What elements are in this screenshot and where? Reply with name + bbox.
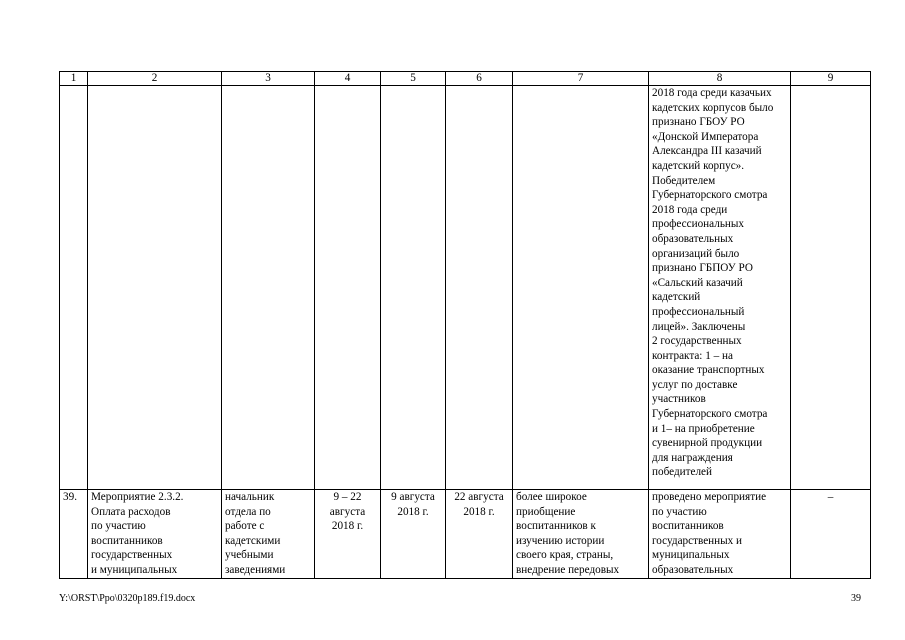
cell-event-name: Мероприятие 2.3.2. Оплата расходов по участию воспитанников государственных и муниципальных: [88, 490, 222, 579]
cell-executor-empty: [222, 86, 315, 490]
table-row-continued: [60, 86, 871, 490]
header-cell-4: 4: [315, 72, 381, 86]
cell-expected-empty: [513, 86, 649, 490]
cell-result-continued: 2018 года среди казачьих кадетских корпусов было признано ГБОУ РО «Донской Императора Александра III казачий кадетский корпус». Победителем Губернаторского смотра 2018 года среди профессиональных образовательных организаций было признано ГБПОУ РО «Сальский казачий кадетский профессиональный лицей». Заключены 2 государственных контракта: 1 – на оказание транспортных услуг по доставке участников Губернаторского смотра и 1– на приобретение сувенирной продукции для награждения победителей: [649, 86, 791, 490]
header-cell-6: 6: [446, 72, 513, 86]
cell-event-empty: [88, 86, 222, 490]
header-cell-3: 3: [222, 72, 315, 86]
header-row: [60, 72, 871, 86]
cell-num-empty: [60, 86, 88, 490]
footer-file-path: Y:\ORST\Ppo\0320p189.f19.docx: [59, 593, 196, 604]
cell-plan-empty: [315, 86, 381, 490]
cell-end-date: 22 августа 2018 г.: [446, 490, 513, 579]
header-cell-1: 1: [60, 72, 88, 86]
cell-end-empty: [446, 86, 513, 490]
header-cell-2: 2: [88, 72, 222, 86]
page-number: 39: [851, 593, 861, 604]
cell-note-empty: [791, 86, 871, 490]
header-cell-9: 9: [791, 72, 871, 86]
cell-actual-result: проведено мероприятие по участию воспитанников государственных и муниципальных образовательных: [649, 490, 791, 579]
cell-row-number: 39.: [60, 490, 88, 579]
cell-plan-period: 9 – 22 августа 2018 г.: [315, 490, 381, 579]
cell-expected-result: более широкое приобщение воспитанников к изучению истории своего края, страны, внедрение передовых: [513, 490, 649, 579]
header-cell-7: 7: [513, 72, 649, 86]
cell-note: –: [791, 490, 871, 579]
table-row-39: [60, 490, 871, 579]
cell-start-empty: [381, 86, 446, 490]
cell-start-date: 9 августа 2018 г.: [381, 490, 446, 579]
header-cell-5: 5: [381, 72, 446, 86]
report-table: [59, 71, 871, 579]
cell-executor: начальник отдела по работе с кадетскими учебными заведениями: [222, 490, 315, 579]
header-cell-8: 8: [649, 72, 791, 86]
